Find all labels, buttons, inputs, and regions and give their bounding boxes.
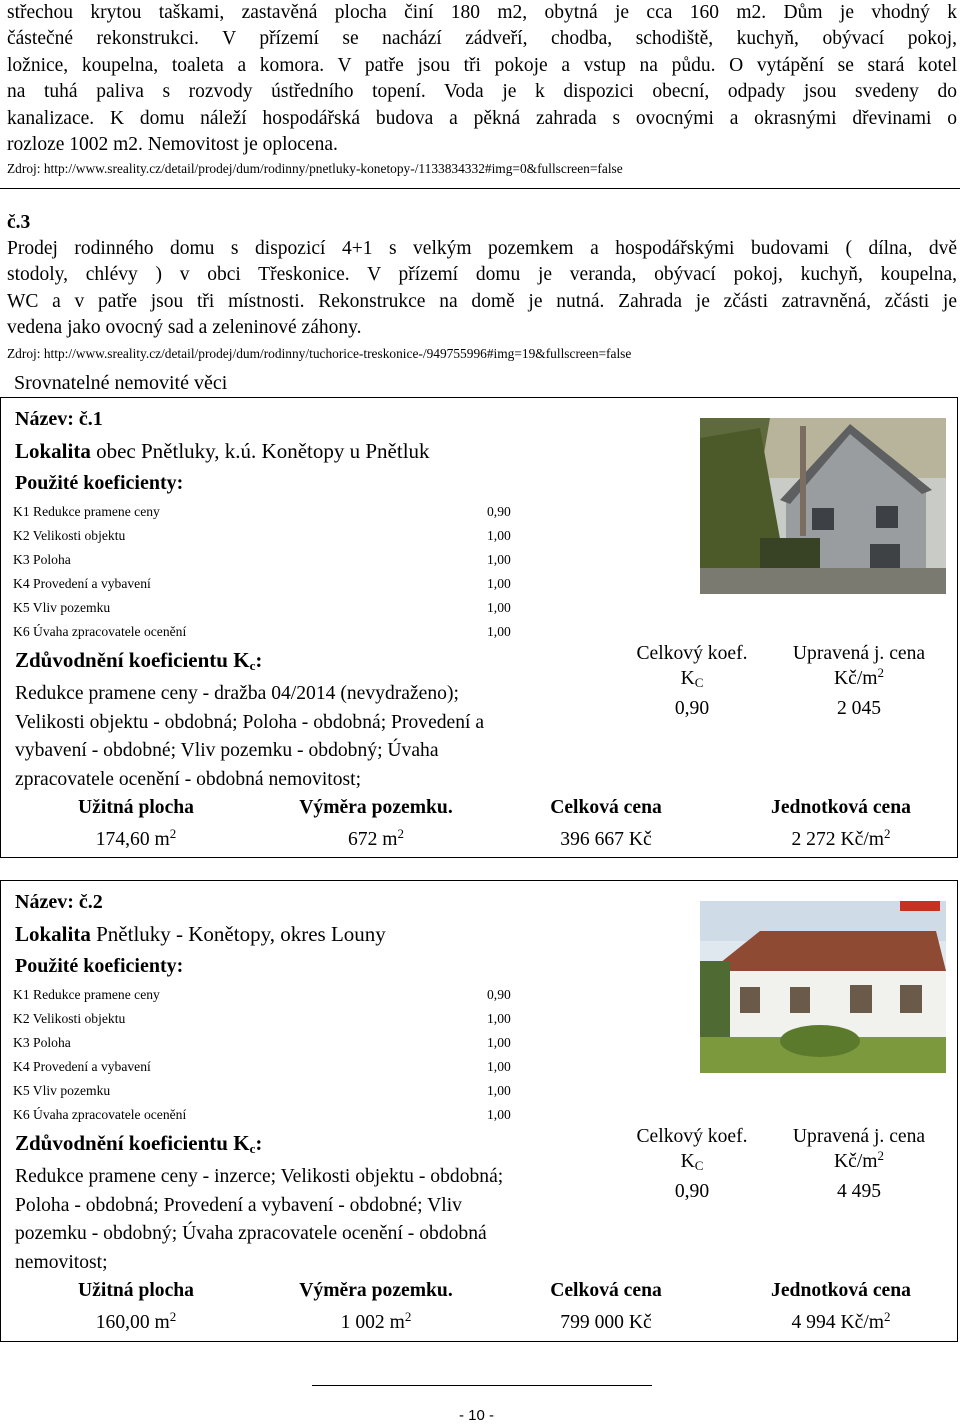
total-price-label: Celková cena <box>550 1280 662 1301</box>
intro-paragraph <box>7 0 957 158</box>
coefficient-row: K2 Velikosti objektu 1,00 <box>13 528 511 543</box>
unit-price-value: 4 994 $Kč/m^2$ <box>791 1309 891 1333</box>
adjusted-price-value: 4 495 <box>836 1181 882 1202</box>
text-line: kanalizace. K domu náleží hospodářská budova a pěkná zahrada s ovocnými a okrasnými dřevinami o <box>7 107 957 129</box>
adjusted-price-label: Upravená j. cena <box>792 1126 926 1147</box>
coefficient-row: K5 Vliv pozemku 1,00 <box>13 1083 511 1098</box>
source-link-2: Zdroj: http://www.sreality.cz/detail/prodej/dum/rodinny/tuchorice-treskonice-/949755996#img=19&fullscreen=false <box>7 346 632 361</box>
text-line: Prodej rodinného domu s dispozicí 4+1 s velkým pozemkem a hospodářskými budovami ( dílna, dvě <box>7 238 957 259</box>
item3-paragraph <box>7 236 957 342</box>
coefficient-row: K6 Úvaha zpracovatele ocenění 1,00 <box>13 1107 511 1122</box>
coefficient-row: K5 Vliv pozemku 1,00 <box>13 600 511 615</box>
total-price-value: 799 000 Kč <box>560 1312 652 1333</box>
adjusted-price-unit: $Kč/m^2$ <box>833 665 885 689</box>
page-number: - 10 - <box>459 1407 495 1424</box>
unit-price-value: 2 272 $Kč/m^2$ <box>791 826 891 850</box>
coefficient-row: K6 Úvaha zpracovatele ocenění 1,00 <box>13 624 511 639</box>
text-line: střechou krytou taškami, zastavěná plocha činí 180 m2, obytná je cca 160 m2. Dům je vhodný k <box>7 2 957 23</box>
total-price-label: Celková cena <box>550 797 662 818</box>
separator-line <box>0 188 960 189</box>
total-price-value: 396 667 Kč <box>560 829 652 850</box>
text-line: ložnice, koupelna, toaleta a komora. V patře jsou tři pokoje a vstup na půdu. O vytápění se stará kotel <box>7 54 957 76</box>
text-line: na tuhá paliva s rozvody ústředního topení. Voda je k dispozici obecní, odpady jsou svedeny do <box>7 81 957 103</box>
text-line: částečné rekonstrukci. V přízemí se nachází zádveří, chodba, schodiště, kuchyň, obývací pokoj, <box>7 28 957 50</box>
land-area-value: 672 $m^2$ <box>347 826 405 850</box>
unit-price-label: Jednotková cena <box>771 797 911 818</box>
comparable-card-2 <box>0 880 958 1342</box>
justification-heading: Zdůvodnění koeficientu Kc: <box>15 648 263 673</box>
section-title: Srovnatelné nemovité věci <box>14 372 228 394</box>
house-photo-2 <box>700 901 946 1073</box>
comparable-locality: Lokalita obec Pnětluky, k.ú. Konětopy u Pnětluk <box>15 439 430 463</box>
total-coef-label: Celkový koef. <box>636 643 748 664</box>
total-coef-value: 0,90 <box>674 1181 710 1202</box>
coefficients-heading: Použité koeficienty: <box>15 472 184 494</box>
justification-text: Redukce pramene ceny - inzerce; Velikosti objektu - obdobná; Poloha - obdobná; Provedení a vybavení - obdobné; Vliv pozemku - obdobný; Úvaha zpracovatele ocenění - obdobná nemovitost; <box>15 1166 504 1273</box>
comparable-card-1 <box>0 397 958 858</box>
coefficient-row: K4 Provedení a vybavení 1,00 <box>13 576 511 591</box>
comparable-name: Název: č.2 <box>15 891 103 913</box>
land-area-label: Výměra pozemku. <box>299 797 453 818</box>
useful-area-value: 160,00 $m^2$ <box>95 1309 177 1333</box>
land-area-value: 1 002 $m^2$ <box>340 1309 412 1333</box>
text-line: WC a v patře jsou tři místnosti. Rekonstrukce na domě je nutná. Zahrada je zčásti zatravněná, zčásti je <box>7 290 957 312</box>
text-line: rozloze 1002 m2. Nemovitost je oplocena. <box>7 134 338 156</box>
text-line: stodoly, chlévy ) v obci Třeskonice. V přízemí domu je veranda, obývací pokoj, kuchyň, koupelna, <box>7 264 957 286</box>
adjusted-price-label: Upravená j. cena <box>792 643 926 664</box>
source-link-1: Zdroj: http://www.sreality.cz/detail/prodej/dum/rodinny/pnetluky-konetopy-/1133834332#img=0&fullscreen=false <box>7 161 623 176</box>
justification-text: Redukce pramene ceny - dražba 04/2014 (nevydraženo); Velikosti objektu - obdobná; Poloha - obdobná; Provedení a vybavení - obdobné; Vliv pozemku - obdobný; Úvaha zpracovatele ocenění - obdobná nemovitost; <box>15 683 485 790</box>
adjusted-price-unit: $Kč/m^2$ <box>833 1148 885 1172</box>
item-label: č.3 <box>7 212 31 233</box>
coefficient-row: K4 Provedení a vybavení 1,00 <box>13 1059 511 1074</box>
coefficient-row: K2 Velikosti objektu 1,00 <box>13 1011 511 1026</box>
unit-price-label: Jednotková cena <box>771 1280 911 1301</box>
useful-area-label: Užitná plocha <box>78 1280 194 1301</box>
adjusted-price-value: 2 045 <box>836 698 882 719</box>
coefficient-row: K1 Redukce pramene ceny 0,90 <box>13 987 511 1002</box>
comparable-name: Název: č.1 <box>15 408 103 430</box>
coefficient-row: K3 Poloha 1,00 <box>13 1035 511 1050</box>
comparable-locality: Lokalita Pnětluky - Konětopy, okres Louny <box>15 922 386 946</box>
total-coef-value: 0,90 <box>674 698 710 719</box>
kc-label: KC <box>680 668 704 690</box>
house-photo-1 <box>700 418 946 594</box>
useful-area-label: Užitná plocha <box>78 797 194 818</box>
text-line: vedena jako ovocný sad a zeleninové záhony. <box>7 317 362 339</box>
total-coef-label: Celkový koef. <box>636 1126 748 1147</box>
kc-label: KC <box>680 1151 704 1173</box>
land-area-label: Výměra pozemku. <box>299 1280 453 1301</box>
coefficient-row: K3 Poloha 1,00 <box>13 552 511 567</box>
justification-heading: Zdůvodnění koeficientu Kc: <box>15 1131 263 1156</box>
coefficient-row: K1 Redukce pramene ceny 0,90 <box>13 504 511 519</box>
footer-rule <box>312 1385 652 1386</box>
coefficients-heading: Použité koeficienty: <box>15 955 184 977</box>
useful-area-value: 174,60 $m^2$ <box>95 826 177 850</box>
